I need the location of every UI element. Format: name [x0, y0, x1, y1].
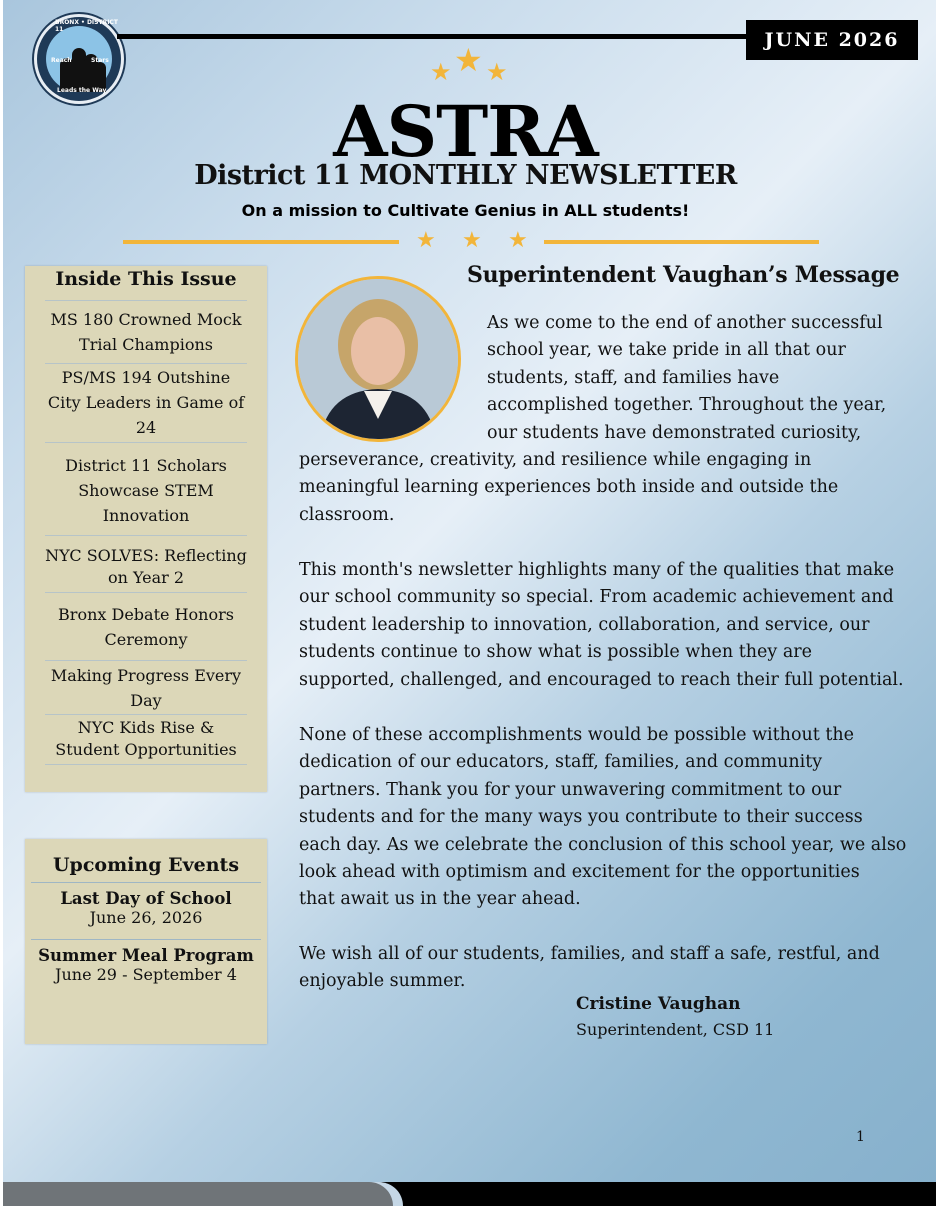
inside-this-issue-heading: Inside This Issue	[55, 268, 237, 290]
star-icon: ★	[486, 58, 508, 86]
message-paragraph-2: This month's newsletter highlights many of the qualities that make our school community so special. From academic achievement and student leadership to innovation, collaboration, and service, our students continue to show what is possible when they are supported, challenged, and encouraged to reach their full potential.	[299, 560, 904, 690]
logo-top-text: BRONX • DISTRICT 11	[55, 19, 118, 33]
top-rule	[117, 34, 757, 39]
star-icon: ★	[508, 228, 528, 253]
event-name: Last Day of School	[60, 889, 232, 908]
signature-title: Superintendent, CSD 11	[576, 1020, 775, 1039]
star-icon: ★	[416, 228, 436, 253]
newsletter-page	[3, 0, 936, 1206]
issue-date-badge: JUNE 2026	[746, 20, 918, 60]
issue-item[interactable]: NYC Kids Rise & Student Opportunities	[45, 714, 247, 765]
mission-statement: On a mission to Cultivate Genius in ALL students!	[241, 201, 690, 220]
issue-item[interactable]: Making Progress Every Day	[45, 660, 247, 714]
upcoming-events-heading: Upcoming Events	[31, 839, 261, 883]
logo-left-word: Reach	[51, 57, 72, 64]
message-paragraph-1-cont: perseverance, creativity, and resilience while engaging in meaningful learning experiences both inside and outside the classroom.	[299, 450, 839, 525]
issue-item[interactable]: Bronx Debate Honors Ceremony	[45, 592, 247, 660]
superintendent-message-title: Superintendent Vaughan’s Message	[467, 262, 900, 288]
star-icon: ★	[454, 41, 483, 79]
newsletter-subtitle: District 11 MONTHLY NEWSLETTER	[194, 160, 737, 191]
upcoming-events-box	[25, 839, 267, 1044]
gold-divider-right	[544, 240, 819, 244]
logo-bottom-text: Leads the Way	[57, 87, 107, 94]
issue-item[interactable]: PS/MS 194 Outshine City Leaders in Game of 24	[45, 363, 247, 442]
superintendent-photo	[295, 276, 461, 442]
star-icon: ★	[430, 58, 452, 86]
logo-right-word: Stars	[91, 57, 109, 64]
gold-divider-left	[123, 240, 399, 244]
newsletter-title: ASTRA	[333, 90, 598, 173]
footer-band-grey	[3, 1182, 393, 1206]
message-paragraph-1-wrapped: As we come to the end of another successful school year, we take pride in all that our students, staff, and families have accomplished together. Throughout the year, our students have demonstrated curiosity,	[487, 313, 887, 443]
inside-this-issue-box	[25, 266, 267, 792]
issue-item[interactable]: MS 180 Crowned Mock Trial Champions	[45, 300, 247, 363]
page-number: 1	[856, 1129, 865, 1145]
issue-item[interactable]: NYC SOLVES: Reflecting on Year 2	[45, 535, 247, 592]
star-icon: ★	[462, 228, 482, 253]
event-date: June 26, 2026	[89, 908, 203, 927]
signature-name: Cristine Vaughan	[576, 994, 741, 1014]
footer-band-black	[343, 1182, 936, 1206]
issue-item[interactable]: District 11 Scholars Showcase STEM Innovation	[45, 442, 247, 535]
event-date: June 29 - September 4	[55, 965, 237, 984]
message-paragraph-3: None of these accomplishments would be possible without the dedication of our educators, staff, families, and community partners. Thank you for your unwavering commitment to our students and for the many ways you contribute to their success each day. As we celebrate the conclusion of this school year, we also look ahead with optimism and excitement for the opportunities that await us in the year ahead.	[299, 725, 907, 910]
event-name: Summer Meal Program	[38, 946, 254, 965]
message-paragraph-4: We wish all of our students, families, and staff a safe, restful, and enjoyable summer.	[299, 944, 880, 992]
